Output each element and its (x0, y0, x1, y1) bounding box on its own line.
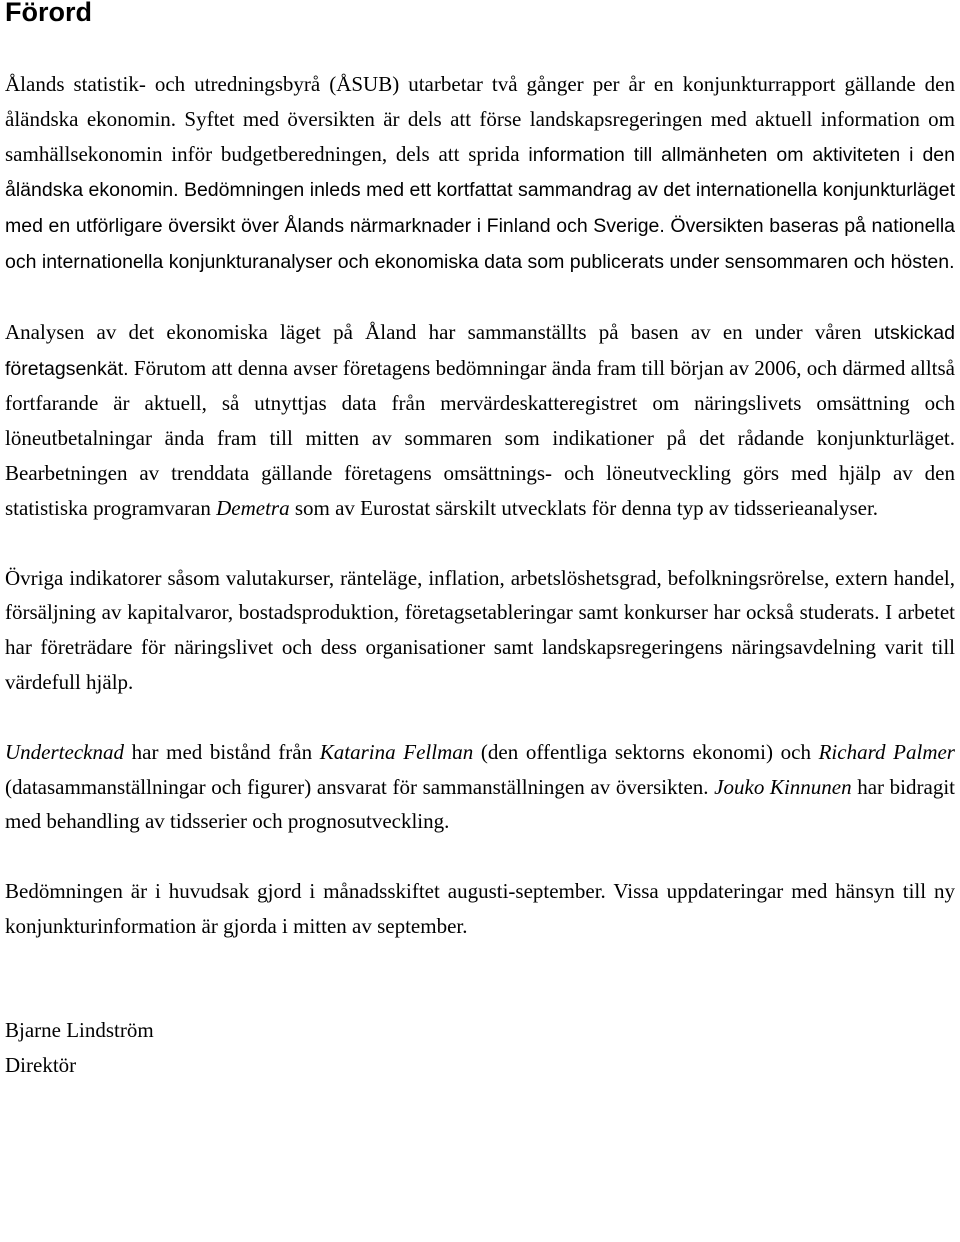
page-title: Förord (5, 0, 92, 27)
paragraph-timing: Bedömningen är i huvudsak gjord i månadsskiftet augusti-september. Vissa uppdateringar med hänsyn till ny konjunkturinformation är gjorda i mitten av september. (5, 879, 955, 938)
contributor-name: Richard Palmer (818, 739, 955, 764)
contributor-name: Jouko Kinnunen (714, 774, 852, 799)
paragraph-analysis-part-c: Förutom att denna avser företagens bedömningar ända fram till början av 2006, och därmed alltså fortfarande är aktuell, så utnyttjas data från mervärdeskatteregistret om näringslivets omsättning och löneutbetalningar ända fram till mitten av sommaren som indikationer på det rådande konjunkturläget. Bearbetningen av trenddata gällande företagens omsättnings- och löneutveckling görs med hjälp av den statistiska programvaran (5, 355, 955, 520)
paragraph-intro (5, 67, 955, 280)
paragraph-analysis-part-a: Analysen av det ekonomiska läget på Åland har sammanställts på basen av en under våren (5, 319, 874, 344)
paragraph-contributors-text: har med bistånd från (123, 739, 320, 764)
software-name: Demetra (216, 495, 290, 520)
paragraph-analysis-part-e: som av Eurostat särskilt utvecklats för denna typ av tidsserieanalyser. (289, 495, 879, 520)
contributor-name: Katarina Fellman (319, 739, 474, 764)
document-page (5, 0, 955, 1082)
paragraph-contributors-text: (den offentliga sektorns ekonomi) och (473, 739, 819, 764)
paragraph-analysis-part-b: utskickad företagsenkät. (5, 321, 955, 380)
signature-role: Direktör (5, 1052, 77, 1077)
paragraph-contributors (5, 735, 955, 839)
paragraph-intro-part-b: information till allmänheten om aktiviteten i den åländska ekonomin. Bedömningen inleds med ett kortfattat sammandrag av det internationella konjunkturläget med en utförligare översikt över Ålands närmarknader i Finland och Sverige. Översikten baseras på nationella och internationella konjunkturanalyser och ekonomiska data som publicerats under sensommaren och hösten. (5, 143, 955, 273)
paragraph-intro-part-a: Ålands statistik- och utredningsbyrå (ÅSUB) utarbetar två gånger per år en konjunkturrapport gällande den åländska ekonomin. Syftet med översikten är dels att förse landskapsregeringen med aktuell information om samhällsekonomin inför budgetberedningen, dels att sprida (5, 72, 955, 166)
paragraph-contributors-text: (datasammanställningar och figurer) ansvarat för sammanställningen av översikten. (5, 774, 715, 799)
signature-name: Bjarne Lindström (5, 1017, 154, 1042)
contributor-name: Undertecknad (5, 739, 124, 764)
signature-block (5, 1013, 955, 1083)
paragraph-analysis (5, 315, 955, 526)
paragraph-contributors-text: har bidragit med behandling av tidsserier och prognosutveckling. (5, 774, 955, 834)
paragraph-indicators: Övriga indikatorer såsom valutakurser, ränteläge, inflation, arbetslöshetsgrad, befolkningsrörelse, extern handel, försäljning av kapitalvaror, bostadsproduktion, företagsetableringar samt konkurser har också studerats. I arbetet har företrädare för näringslivet och dess organisationer samt landskapsregeringens näringsavdelning varit till värdefull hjälp. (5, 565, 955, 694)
